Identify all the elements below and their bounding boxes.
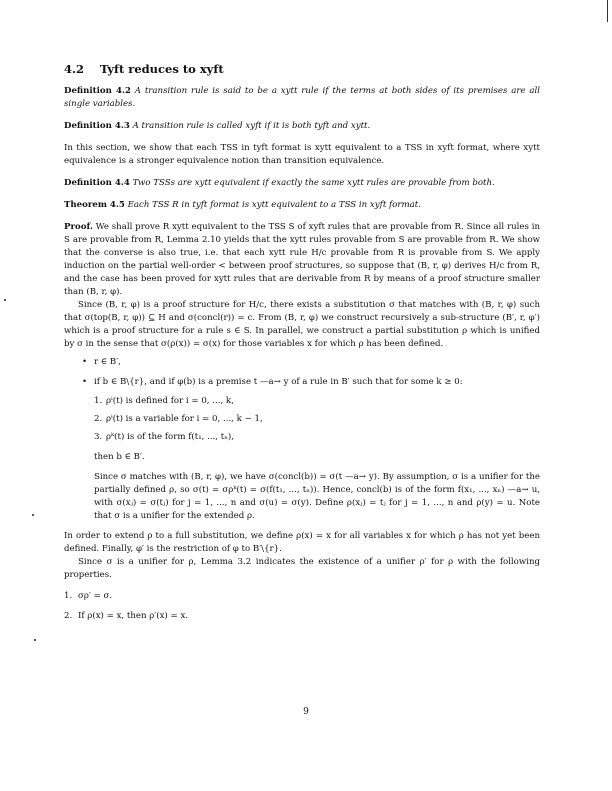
bullet-text: r ∈ B′, xyxy=(94,357,121,367)
property-item: 2. If ρ(x) = x, then ρ′(x) = x. xyxy=(64,611,189,621)
theorem-label: Theorem 4.5 xyxy=(64,200,125,210)
property-text: If ρ(x) = x, then ρ′(x) = x. xyxy=(78,611,189,621)
then-line: then b ∈ B′. xyxy=(94,452,145,462)
bullet-item xyxy=(64,376,540,523)
definition-4-4 xyxy=(64,177,540,190)
scan-margin-mark xyxy=(607,0,608,22)
definition-4-2 xyxy=(64,85,540,111)
condition-text: ρⁱ(t) is a variable for i = 0, ..., k − 1, xyxy=(106,414,263,424)
proof-text: We shall prove R xytt equivalent to the TSS S of xyft rules that are provable from R. Since all rules in S are provable from R, Lemma 2.10 yields that the xytt rules provable from S are provable from R. We show that the converse is also true, i.e. that each xytt rule H/c provable from R is provable from S. We apply induction on the partial well-order < between proof structures, so suppose that (B, r, φ) derives H/c from R, and the case has been proved for xytt rules that are derivable from R by means of a proof structure smaller than (B, r, φ). xyxy=(64,222,540,297)
proof-label: Proof. xyxy=(64,222,93,232)
definition-text: A transition rule is said to be a xytt rule if the terms at both sides of its premises are all single variables. xyxy=(64,86,540,109)
extend-paragraph: In order to extend ρ to a full substitution, we define ρ(x) = x for all variables x for which ρ has not yet been defined. Finally, φ′ is the restriction of φ to B′\{r}. xyxy=(64,531,540,554)
definition-text: Two TSSs are xytt equivalent if exactly the same xytt rules are provable from both. xyxy=(132,178,495,188)
definition-4-3 xyxy=(64,120,540,133)
lemma-paragraph: Since σ is a unifier for ρ, Lemma 3.2 indicates the existence of a unifier ρ′ for ρ with the following properties. xyxy=(64,557,540,580)
property-text: σρ′ = σ. xyxy=(78,591,113,601)
property-item: 1. σρ′ = σ. xyxy=(64,591,113,601)
section-number: 4.2 xyxy=(64,62,85,76)
proof-paragraph-1 xyxy=(64,221,540,299)
condition-item: 2. ρⁱ(t) is a variable for i = 0, ..., k − 1, xyxy=(94,414,263,424)
scan-speck xyxy=(4,299,6,301)
theorem-text: Each TSS R in tyft format is xytt equivalent to a TSS in xyft format. xyxy=(127,200,421,210)
definition-label: Definition 4.2 xyxy=(64,86,131,96)
definition-label: Definition 4.3 xyxy=(64,121,130,131)
scan-speck xyxy=(34,639,36,641)
bullet-text: if b ∈ B\{r}, and if φ(b) is a premise t —a→ y of a rule in B′ such that for some k ≥ 0: xyxy=(94,377,463,387)
condition-item: 1. ρⁱ(t) is defined for i = 0, ..., k, xyxy=(94,396,234,406)
section-title: Tyft reduces to xyft xyxy=(100,62,224,76)
definition-text: A transition rule is called xyft if it is both tyft and xytt. xyxy=(132,121,371,131)
bullet-mark: • xyxy=(82,377,88,387)
condition-text: ρⁱ(t) is defined for i = 0, ..., k, xyxy=(106,396,234,406)
page-number: 9 xyxy=(303,707,309,717)
since-paragraph: Since σ matches with (B, r, φ), we have σ(concl(b)) = σ(t —a→ y). By assumption, σ is a unifier for the partially defined ρ, so σ(t) = σρᵏ(t) = σ(f(t₁, ..., tₙ)). Hence, concl(b) is of the form f(x₁, ..., xₙ) —a→ u, with σ(xⱼ) = σ(tⱼ) for j = 1, ..., n and σ(u) = σ(y). Define ρ(xⱼ) = tⱼ for j = 1, ..., n and ρ(y) = u. Note that σ is a unifier for the extended ρ. xyxy=(94,472,540,521)
paper-page xyxy=(64,62,540,630)
definition-label: Definition 4.4 xyxy=(64,178,130,188)
section-heading xyxy=(64,62,540,76)
theorem-4-5 xyxy=(64,199,540,212)
condition-list xyxy=(64,395,540,444)
condition-item: 3. ρᵏ(t) is of the form f(t₁, ..., tₙ), xyxy=(94,432,235,442)
proof-paragraph-2: Since (B, r, φ) is a proof structure for H/c, there exists a substitution σ that matches with (B, r, φ) such that σ(top(B, r, φ)) ⊆ H and σ(concl(r)) = c. From (B, r, φ) we construct recursively a sub-structure (B′, r, φ′) which is a proof structure for a rule s ∈ S. In parallel, we construct a partial substitution ρ which is unified by σ in the sense that σ(ρ(x)) = σ(x) for those variables x for which ρ has been defined. xyxy=(64,300,540,349)
construction-bullets xyxy=(64,356,540,523)
bullet-mark: • xyxy=(82,357,88,367)
intro-paragraph: In this section, we show that each TSS in tyft format is xytt equivalent to a TSS in xyft format, where xytt equivalence is a stronger equivalence notion than transition equivalence. xyxy=(64,143,540,166)
property-list xyxy=(64,590,540,623)
condition-text: ρᵏ(t) is of the form f(t₁, ..., tₙ), xyxy=(106,432,235,442)
scan-speck xyxy=(32,514,34,516)
bullet-item xyxy=(64,356,540,369)
